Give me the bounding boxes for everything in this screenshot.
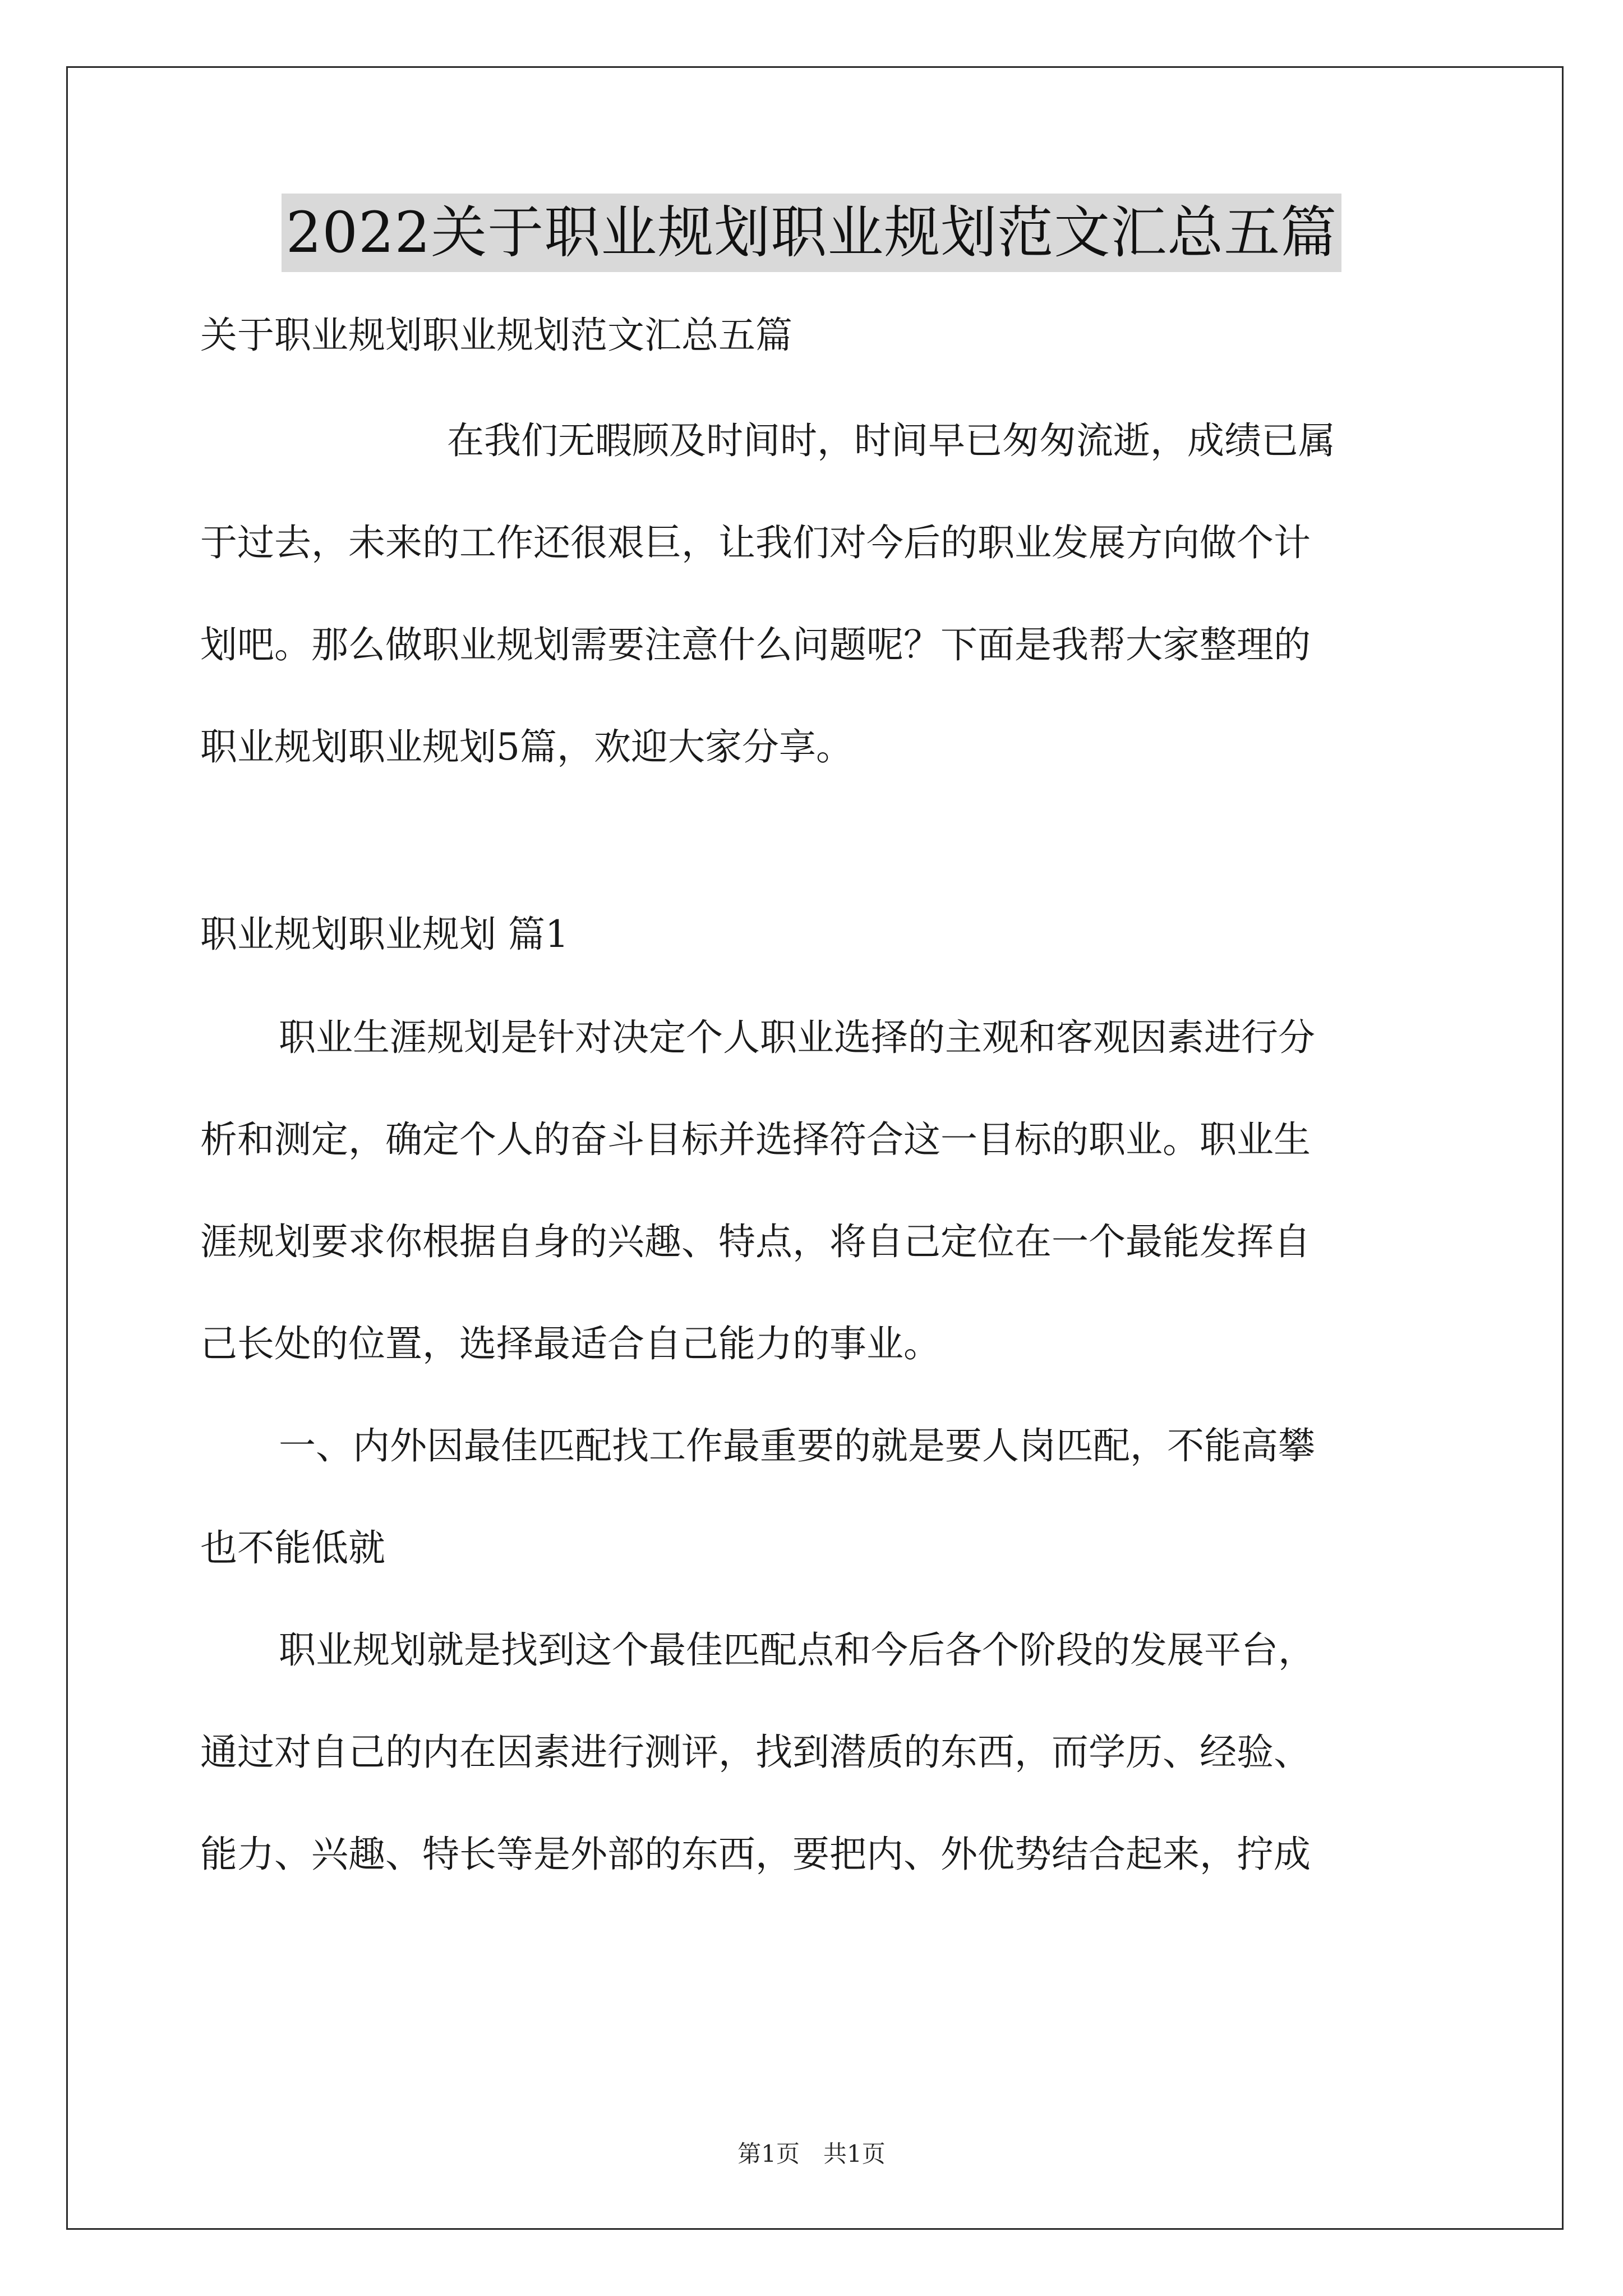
para3-line-3: 能力、兴趣、特长等是外部的东西，要把内、外优势结合起来，拧成 [200,1833,1311,1876]
para3-line-2: 通过对自己的内在因素进行测评，找到潜质的东西，而学历、经验、 [200,1731,1311,1774]
document-title: 2022关于职业规划职业规划范文汇总五篇 [282,194,1342,272]
intro-line-2: 于过去，未来的工作还很艰巨，让我们对今后的职业发展方向做个计 [200,521,1311,564]
para1-line-2: 析和测定，确定个人的奋斗目标并选择符合这一目标的职业。职业生 [200,1118,1311,1161]
intro-line-1: 在我们无暇顾及时间时，时间早已匆匆流逝，成绩已属 [447,419,1335,462]
section-heading: 职业规划职业规划 篇1 [200,913,569,956]
para1-line-3: 涯规划要求你根据自身的兴趣、特点，将自己定位在一个最能发挥自 [200,1220,1311,1263]
title-container [0,194,1623,272]
para2-line-1: 一、内外因最佳匹配找工作最重要的就是要人岗匹配，不能高攀 [279,1424,1315,1467]
intro-line-4: 职业规划职业规划5篇，欢迎大家分享。 [200,725,853,769]
para1-line-4: 己长处的位置，选择最适合自己能力的事业。 [200,1322,940,1365]
para3-line-1: 职业规划就是找到这个最佳匹配点和今后各个阶段的发展平台， [279,1628,1315,1672]
para1-line-1: 职业生涯规划是针对决定个人职业选择的主观和客观因素进行分 [279,1016,1315,1059]
para2-line-2: 也不能低就 [200,1526,385,1570]
intro-line-3: 划吧。那么做职业规划需要注意什么问题呢？下面是我帮大家整理的 [200,623,1311,666]
page-footer: 第1页 共1页 [737,2140,886,2168]
subtitle: 关于职业规划职业规划范文汇总五篇 [200,314,792,357]
